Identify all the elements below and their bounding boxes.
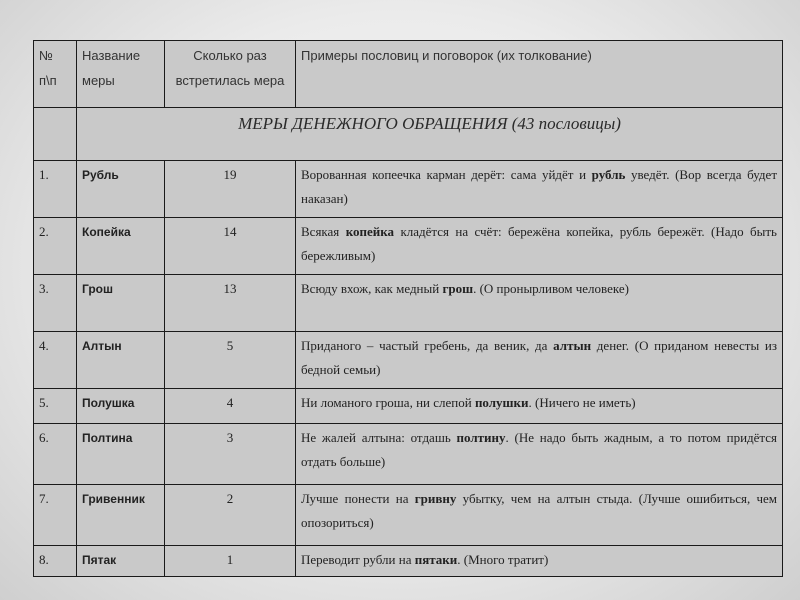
row-name: Гривенник <box>77 485 165 546</box>
row-name: Пятак <box>77 546 165 577</box>
row-example: Лучше понести на гривну убытку, чем на алтын стыда. (Лучше ошибиться, чем опозориться) <box>296 485 783 546</box>
row-name: Полтина <box>77 424 165 485</box>
row-count: 13 <box>165 275 296 332</box>
row-name: Рубль <box>77 161 165 218</box>
row-count: 14 <box>165 218 296 275</box>
table-row <box>34 546 783 577</box>
section-row <box>34 108 783 161</box>
proverbs-table <box>33 40 783 577</box>
section-title: МЕРЫ ДЕНЕЖНОГО ОБРАЩЕНИЯ (43 пословицы) <box>238 114 621 133</box>
table-header-row <box>34 41 783 108</box>
table-row <box>34 275 783 332</box>
row-name: Копейка <box>77 218 165 275</box>
row-count: 3 <box>165 424 296 485</box>
table-row <box>34 389 783 424</box>
row-no: 7. <box>34 485 77 546</box>
table-row <box>34 161 783 218</box>
table-row <box>34 332 783 389</box>
table-row <box>34 424 783 485</box>
row-no: 5. <box>34 389 77 424</box>
header-count: Сколько раз встретилась мера <box>165 41 296 108</box>
row-count: 19 <box>165 161 296 218</box>
row-count: 1 <box>165 546 296 577</box>
section-empty-cell <box>34 108 77 161</box>
proverbs-table-container <box>33 40 783 577</box>
row-example: Не жалей алтына: отдашь полтину. (Не надо быть жадным, а то потом придётся отдать больше) <box>296 424 783 485</box>
row-example: Всюду вхож, как медный грош. (О пронырливом человеке) <box>296 275 783 332</box>
row-count: 2 <box>165 485 296 546</box>
row-example: Ворованная копеечка карман дерёт: сама уйдёт и рубль уведёт. (Вор всегда будет наказан) <box>296 161 783 218</box>
row-no: 6. <box>34 424 77 485</box>
row-no: 8. <box>34 546 77 577</box>
header-examples: Примеры пословиц и поговорок (их толкование) <box>296 41 783 108</box>
section-title-cell <box>77 108 783 161</box>
row-example: Приданого – частый гребень, да веник, да алтын денег. (О приданом невесты из бедной семьи) <box>296 332 783 389</box>
row-count: 5 <box>165 332 296 389</box>
row-no: 4. <box>34 332 77 389</box>
row-name: Полушка <box>77 389 165 424</box>
row-example: Ни ломаного гроша, ни слепой полушки. (Ничего не иметь) <box>296 389 783 424</box>
row-no: 3. <box>34 275 77 332</box>
row-example: Всякая копейка кладётся на счёт: бережёна копейка, рубль бережёт. (Надо быть бережливым) <box>296 218 783 275</box>
header-no: № п\п <box>34 41 77 108</box>
row-no: 1. <box>34 161 77 218</box>
row-count: 4 <box>165 389 296 424</box>
header-name: Название меры <box>77 41 165 108</box>
row-no: 2. <box>34 218 77 275</box>
table-row <box>34 218 783 275</box>
row-name: Алтын <box>77 332 165 389</box>
table-row <box>34 485 783 546</box>
row-name: Грош <box>77 275 165 332</box>
row-example: Переводит рубли на пятаки. (Много тратит) <box>296 546 783 577</box>
